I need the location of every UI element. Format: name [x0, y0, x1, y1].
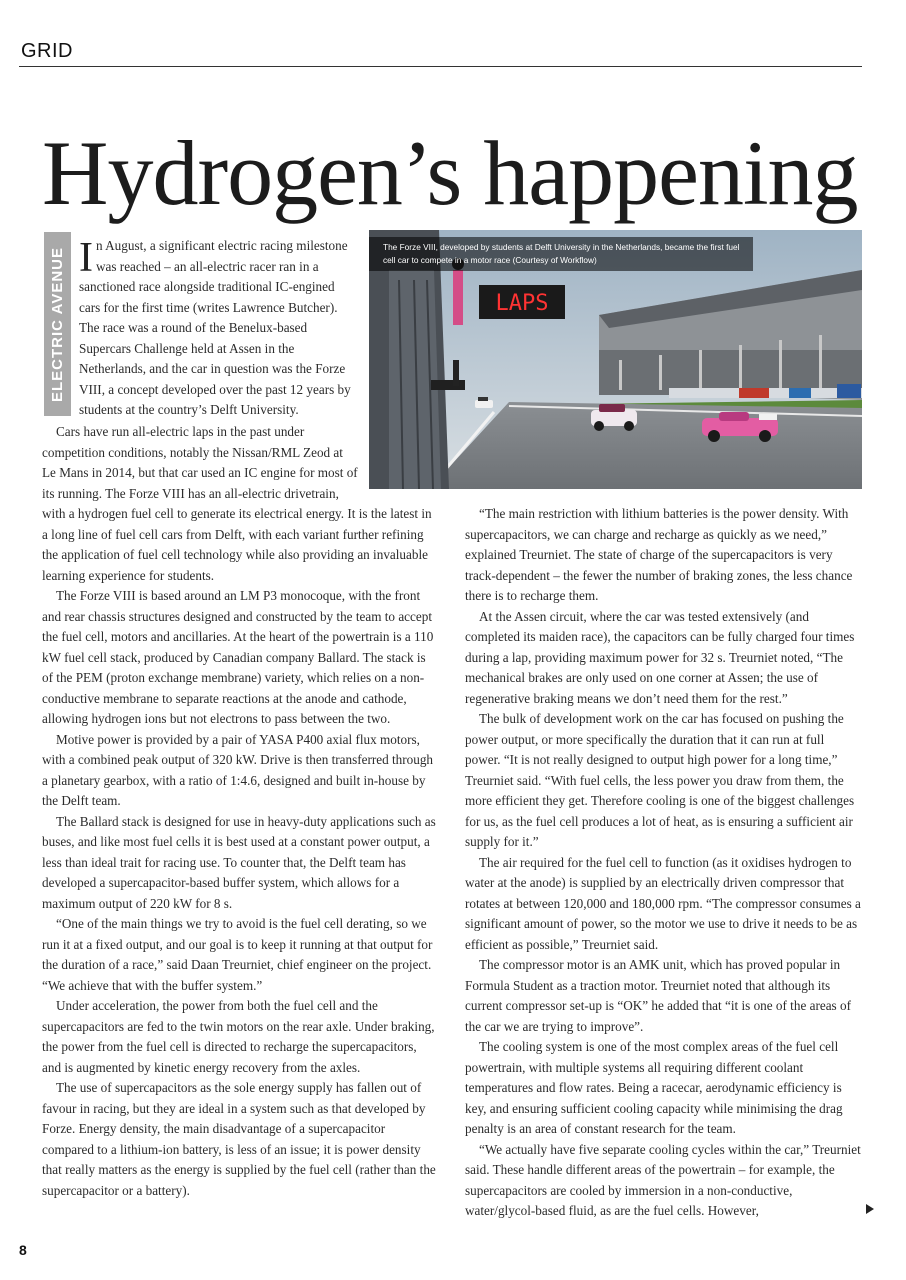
paragraph: The use of supercapacitors as the sole energy supply has fallen out of favour in racing, but they are ideal in a system such as that developed by Forze. Energy density, the main disadvantage of a supercapacitor compared to a lithium-ion battery, is less of an issue; it is power density that really matters as the energy is supplied by the fuel cell (rather than the supercapacitor or a battery).	[42, 1080, 436, 1198]
right-column	[465, 504, 862, 1222]
paragraph: Under acceleration, the power from both the fuel cell and the supercapacitors are fed to the twin motors on the rear axle. Under braking, the power from the fuel cell is directed to recharge the supercapacitors, and is augmented by kinetic energy recovery from the axles.	[42, 998, 435, 1075]
article-headline: Hydrogen’s happening	[42, 122, 858, 224]
intro-text	[79, 236, 355, 421]
page-number: 8	[19, 1242, 27, 1258]
paragraph: The cooling system is one of the most complex areas of the fuel cell powertrain, with multiple systems all requiring different coolant temperatures and flow rates. Being a racecar, aerodynamic efficiency is key, and ensuring sufficient cooling capacity while minimising the drag penalty is an area of constant research for the team.	[465, 1039, 843, 1136]
drop-cap: I	[79, 235, 93, 281]
column-tag-label: ELECTRIC AVENUE	[49, 246, 67, 402]
column-tag	[44, 232, 71, 416]
section-label: GRID	[21, 40, 73, 62]
paragraph: with a hydrogen fuel cell to generate its electrical energy. It is the latest in a long line of fuel cell cars from Delft, with each variant further refining the application of fuel cell technology while also providing an invaluable learning experience for students.	[42, 506, 432, 583]
paragraph: The Ballard stack is designed for use in heavy-duty applications such as buses, and like most fuel cells it is best used at a constant power output, a less than ideal trait for racing use. To counter that, the Delft team has developed a supercapacitor-based buffer system, which allows for a maximum output of 220 kW for 8 s.	[42, 813, 436, 911]
photo-caption: The Forze VIII, developed by students at Delft University in the Netherlands, became the first fuel cell car to compete in a motor race (Courtesy of Workflow)	[369, 237, 753, 271]
race-photo	[369, 230, 862, 489]
left-column	[42, 504, 439, 1201]
paragraph: At the Assen circuit, where the car was tested extensively (and completed its maiden race), the capacitors can be fully charged four times during a lap, providing maximum power for 32 s. Treurniet noted, “The mechanical brakes are only used on one corner at Assen; the use of regenerative braking means we don’t need them for the rest.”	[465, 608, 855, 706]
header-rule	[19, 66, 862, 67]
intro-paragraph: In August, a significant electric racing milestone was reached – an all-electric racer ran in a sanctioned race alongside traditional IC-engined cars for the first time (writes Lawrence Butcher). The race was a round of the Benelux-based Supercars Challenge held at Assen in the Netherlands, and the car in question was the Forze VIII, a concept developed over the past 12 years by students at the country’s Delft University.	[79, 235, 351, 417]
paragraph: “One of the main things we try to avoid is the fuel cell derating, so we run it at a fixed output, and our goal is to keep it running at that output for the duration of a race,” said Daan Treurniet, chief engineer on the project. “We achieve that with the buffer system.”	[42, 916, 433, 993]
triangle-right-icon	[866, 1204, 874, 1214]
paragraph: “We actually have five separate cooling cycles within the car,” Treurniet said. These handle different areas of the powertrain – for example, the supercapacitors are cooled by immersion in a non-conductive, water/glycol-based fluid, as are the fuel cells. However,	[465, 1141, 861, 1218]
paragraph: The Forze VIII is based around an LM P3 monocoque, with the front and rear chassis structures designed and constructed by the team to accept the fuel cell, motors and ancillaries. At the heart of the powertrain is a 110 kW fuel cell stack, produced by Canadian company Ballard. The stack is of the PEM (proton exchange membrane) variety, which relies on a non-conductive membrane to separate reactions at the anode and cathode, allowing hydrogen ions but not electrons to pass between the two.	[42, 588, 434, 726]
paragraph: The air required for the fuel cell to function (as it oxidises hydrogen to water at the anode) is supplied by an electrically driven compressor that rotates at between 120,000 and 180,000 rpm. “The compressor consumes a significant amount of power, so the motor we use to drive it needs to be as efficient as possible,” Treurniet said.	[465, 854, 861, 952]
intro-continuation	[42, 422, 360, 504]
paragraph: Cars have run all-electric laps in the past under competition conditions, notably the Nissan/RML Zeod at Le Mans in 2014, but that car used an IC engine for most of its running. The Forze VIII has an all-electric drivetrain,	[42, 424, 358, 501]
paragraph: The bulk of development work on the car has focused on pushing the power output, or more specifically the duration that it can run at full power. “It is not really designed to output high power for a long time,” Treurniet said. “With fuel cells, the less power you draw from them, the more efficient they get. Therefore cooling is one of the biggest challenges for us, as the fuel cell produces a lot of heat, as is ensuring a sufficient air supply for it.”	[465, 711, 855, 849]
paragraph: “The main restriction with lithium batteries is the power density. With supercapacitors, we can charge and recharge as quickly as we need,” explained Treurniet. The state of charge of the supercapacitors is very track-dependent – the fewer the number of braking zones, the less chance there is to recharge them.	[465, 506, 853, 603]
paragraph: Motive power is provided by a pair of YASA P400 axial flux motors, with a combined peak output of 320 kW. Drive is then transferred through a planetary gearbox, with a ratio of 1:4.6, designed and built in-house by the Delft team.	[42, 731, 434, 808]
lap-board-text: LAPS	[495, 291, 549, 316]
paragraph: The compressor motor is an AMK unit, which has proved popular in Formula Student as a traction motor. Treurniet noted that although its current compressor set-up is “OK” he added that “it is one of the areas of the car we are trying to improve”.	[465, 957, 851, 1034]
